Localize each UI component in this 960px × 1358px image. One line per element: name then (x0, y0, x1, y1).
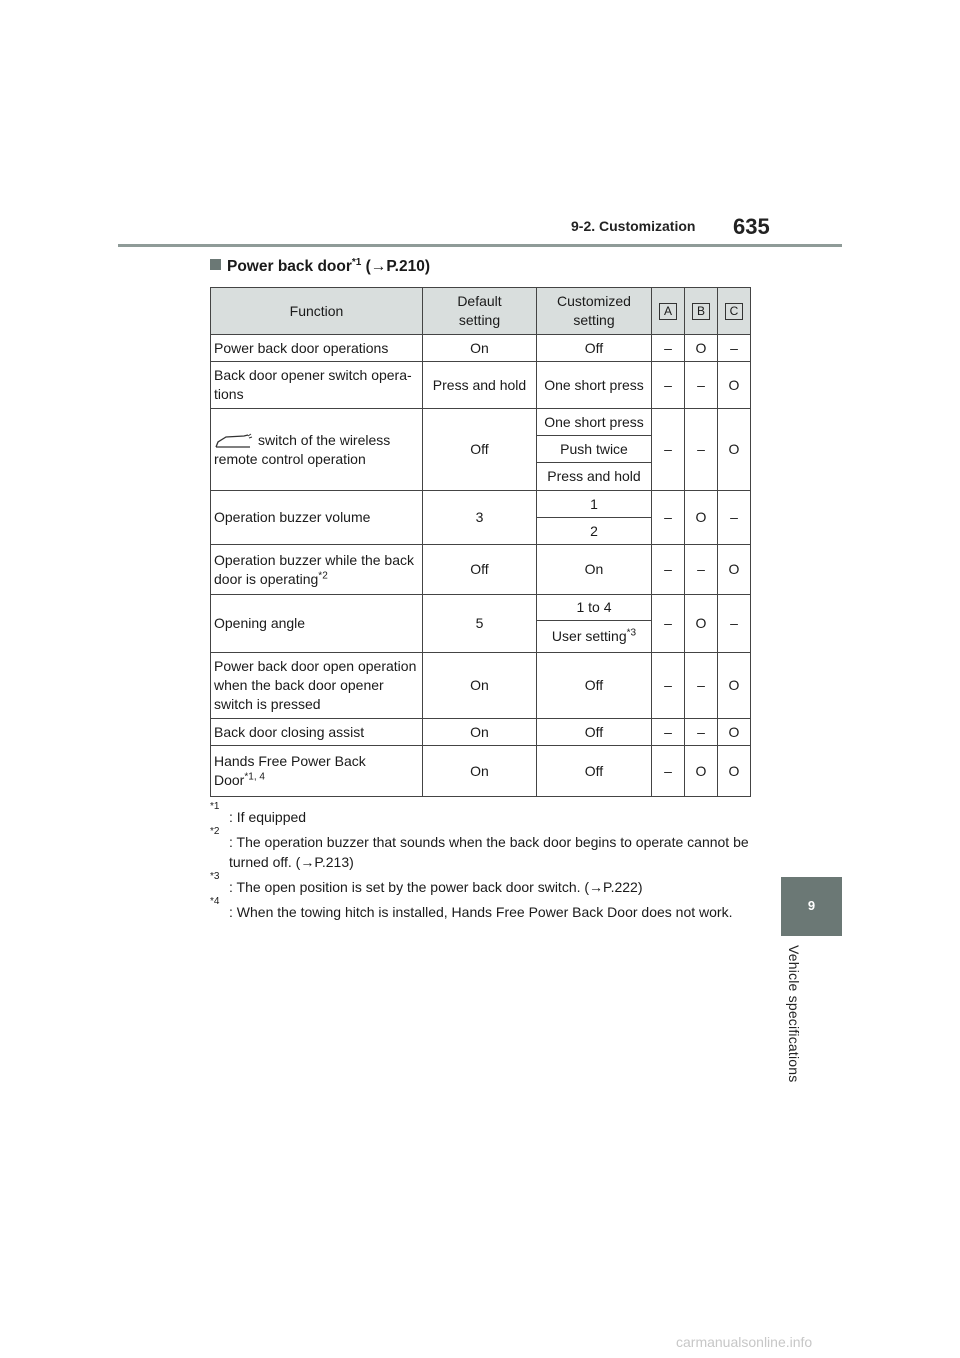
default-cell: On (423, 653, 537, 719)
custom-cell: On (537, 545, 652, 595)
custom-cell: One short press (537, 409, 652, 436)
header-default-setting: Default setting (423, 288, 537, 335)
c-cell: O (718, 545, 751, 595)
header-b: B (685, 288, 718, 335)
b-cell: – (685, 545, 718, 595)
custom-cell: Push twice (537, 436, 652, 463)
table-row (211, 653, 751, 719)
section-title-footnote: *1 (351, 256, 362, 268)
section-header: 9-2. Customization (571, 218, 696, 234)
b-cell: – (685, 719, 718, 746)
a-cell: – (652, 491, 685, 545)
c-cell: O (718, 409, 751, 491)
table-row (211, 719, 751, 746)
c-cell: O (718, 746, 751, 797)
b-cell: O (685, 746, 718, 797)
function-cell: Operation buzzer while the back door is operating$^{*2}$ (211, 545, 423, 595)
footnote: *4 : When the towing hitch is installed, Hands Free Power Back Door does not work. (210, 896, 733, 920)
custom-cell: User setting$^{*3}$ (537, 621, 652, 653)
table-row (211, 545, 751, 595)
table-row (211, 491, 751, 518)
b-cell: O (685, 491, 718, 545)
table-row (211, 595, 751, 621)
custom-cell: 1 (537, 491, 652, 518)
a-cell: – (652, 653, 685, 719)
b-cell: O (685, 335, 718, 362)
c-cell: – (718, 595, 751, 653)
a-cell: – (652, 362, 685, 409)
default-cell: Off (423, 409, 537, 491)
table-row (211, 335, 751, 362)
default-cell: On (423, 719, 537, 746)
b-cell: – (685, 409, 718, 491)
function-cell: Opening angle (211, 595, 423, 653)
custom-cell: Off (537, 719, 652, 746)
section-title-text: Power back door (227, 258, 352, 275)
function-cell: Back door opener switch opera- tions (211, 362, 423, 409)
watermark: carmanualsonline.info (676, 1334, 813, 1350)
custom-cell: 2 (537, 518, 652, 545)
default-cell: 5 (423, 595, 537, 653)
c-cell: – (718, 335, 751, 362)
header-customized-setting: Customized setting (537, 288, 652, 335)
table-row (211, 409, 751, 436)
custom-cell: Off (537, 746, 652, 797)
square-bullet-icon (210, 259, 221, 270)
a-cell: – (652, 595, 685, 653)
header-a: A (652, 288, 685, 335)
header-c: C (718, 288, 751, 335)
custom-cell: Off (537, 653, 652, 719)
b-cell: – (685, 362, 718, 409)
function-cell: switch of the wireless remote control operation (211, 409, 423, 491)
function-cell: Back door closing assist (211, 719, 423, 746)
table-row (211, 746, 751, 797)
table-row (211, 362, 751, 409)
default-cell: Press and hold (423, 362, 537, 409)
a-cell: – (652, 719, 685, 746)
customization-table (210, 287, 751, 797)
default-cell: 3 (423, 491, 537, 545)
section-title (210, 258, 430, 276)
a-cell: – (652, 409, 685, 491)
default-cell: On (423, 335, 537, 362)
chapter-number: 9 (807, 898, 816, 913)
footnote: *1 : If equipped (210, 801, 307, 825)
page-number: 635 (733, 214, 770, 239)
footnote: *2 : The operation buzzer that sounds when the back door begins to operate cannot be turned off. (→P.213) (210, 826, 749, 870)
custom-cell: Off (537, 335, 652, 362)
function-cell: Operation buzzer volume (211, 491, 423, 545)
chapter-tab (781, 877, 842, 936)
c-cell: O (718, 362, 751, 409)
c-cell: – (718, 491, 751, 545)
chapter-label: Vehicle specifications (786, 945, 802, 1083)
default-cell: On (423, 746, 537, 797)
footnote: *3 : The open position is set by the power back door switch. (→P.222) (210, 871, 643, 895)
custom-cell: Press and hold (537, 463, 652, 491)
b-cell: O (685, 595, 718, 653)
a-cell: – (652, 545, 685, 595)
custom-cell: 1 to 4 (537, 595, 652, 621)
function-cell: Hands Free Power Back Door$^{*1, 4}$ (211, 746, 423, 797)
section-page-ref: (→P.210) (365, 258, 431, 275)
function-cell: Power back door open operation when the back door opener switch is pressed (211, 653, 423, 719)
c-cell: O (718, 719, 751, 746)
a-cell: – (652, 746, 685, 797)
header-divider (118, 244, 842, 247)
footnotes (210, 801, 760, 927)
c-cell: O (718, 653, 751, 719)
function-cell: Power back door operations (211, 335, 423, 362)
header-function: Function (211, 288, 423, 335)
power-back-door-icon (214, 433, 254, 449)
default-cell: Off (423, 545, 537, 595)
custom-cell: One short press (537, 362, 652, 409)
a-cell: – (652, 335, 685, 362)
b-cell: – (685, 653, 718, 719)
table-header-row (211, 288, 751, 335)
